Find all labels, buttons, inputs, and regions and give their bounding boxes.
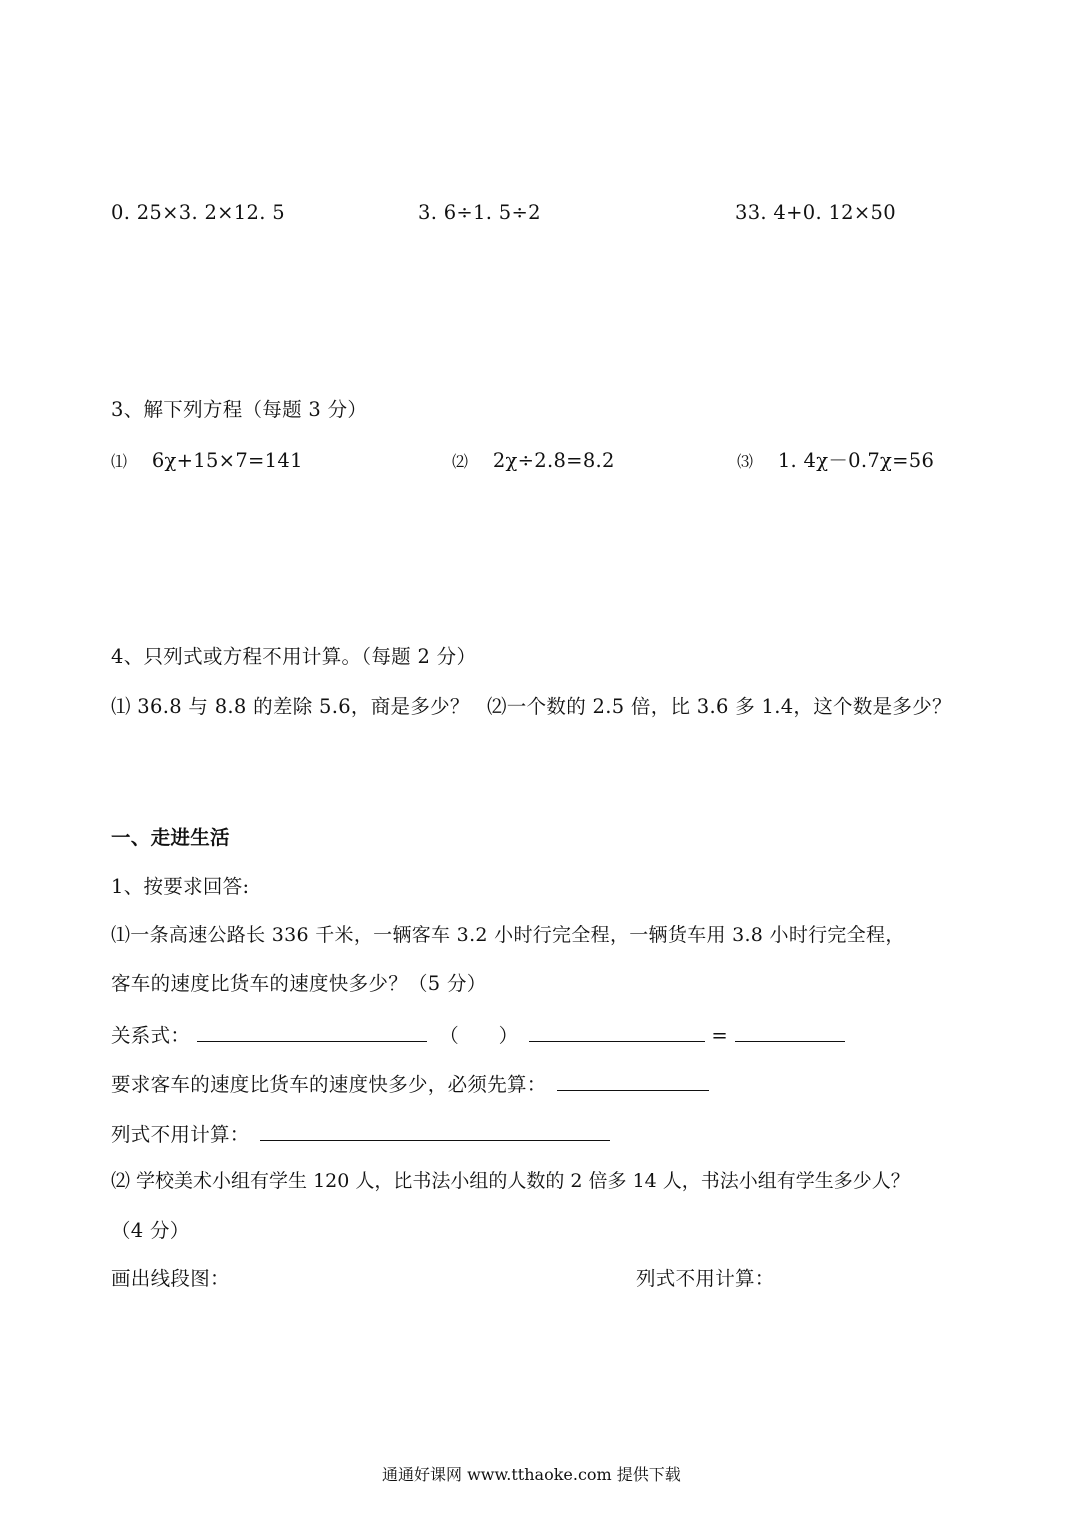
draw-label: 画出线段图： <box>111 1267 230 1290</box>
relation-blank-3[interactable] <box>735 1021 845 1042</box>
formula-blank[interactable] <box>260 1120 610 1141</box>
relation-paren: （ ） <box>439 1024 519 1047</box>
equation-item-1 <box>111 448 303 475</box>
problem-2-line-1: ⑵ 学校美术小组有学生 120 人，比书法小组的人数的 2 倍多 14 人，书法小组有学生多少人？ <box>111 1170 910 1192</box>
footer-text: 通通好课网 www.tthaoke.com 提供下载 <box>382 1465 681 1484</box>
equation-expression: 2χ÷2.8=8.2 <box>492 449 615 472</box>
problem-2-line-2: （4 分） <box>111 1219 190 1242</box>
relation-label: 关系式： <box>111 1024 191 1047</box>
formula-label: 列式不用计算： <box>111 1123 250 1146</box>
sub-heading: 1、按要求回答: <box>111 875 250 898</box>
first-calc-label: 要求客车的速度比货车的速度快多少，必须先算： <box>111 1073 547 1096</box>
relation-equals: = <box>711 1024 729 1047</box>
equation-number: ⑶ <box>737 452 754 471</box>
problem-1-line-1: ⑴一条高速公路长 336 千米，一辆客车 3.2 小时行完全程，一辆货车用 3.8 小时行完全程， <box>111 924 905 946</box>
equation-item-2 <box>452 448 615 475</box>
relation-blank-2[interactable] <box>529 1021 705 1042</box>
formula-row <box>111 1120 610 1148</box>
equation-item-3 <box>737 448 934 475</box>
problem-1-line-2: 客车的速度比货车的速度快多少？（5 分） <box>111 972 487 995</box>
equations-heading: 3、解下列方程（每题 3 分） <box>111 398 368 421</box>
relation-blank-1[interactable] <box>197 1021 427 1042</box>
equation-number: ⑵ <box>452 452 469 471</box>
first-calc-row <box>111 1070 709 1098</box>
section-title: 一、走进生活 <box>111 826 230 849</box>
calc-expression-3: 33. 4+0. 12×50 <box>735 201 896 224</box>
first-calc-blank[interactable] <box>557 1070 709 1091</box>
equation-number: ⑴ <box>111 452 128 471</box>
formula-question-1: ⑴ 36.8 与 8.8 的差除 5.6，商是多少？ <box>111 695 470 718</box>
formula-label-2: 列式不用计算： <box>636 1267 775 1290</box>
relation-row <box>111 1021 845 1049</box>
formula-question-2: ⑵一个数的 2.5 倍，比 3.6 多 1.4，这个数是多少？ <box>487 695 952 718</box>
calc-expression-2: 3. 6÷1. 5÷2 <box>418 201 541 224</box>
equation-expression: 1. 4χ－0.7χ=56 <box>777 449 935 472</box>
calc-expression-1: 0. 25×3. 2×12. 5 <box>111 201 285 224</box>
equation-expression: 6χ+15×7=141 <box>151 449 303 472</box>
formula-heading: 4、只列式或方程不用计算。（每题 2 分） <box>111 645 477 668</box>
